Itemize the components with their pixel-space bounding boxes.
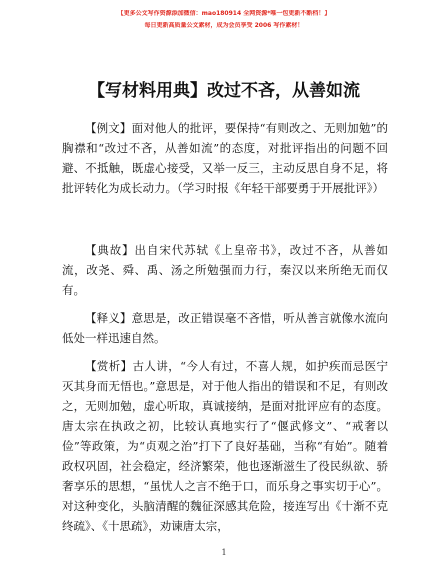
paragraph-text: 出自宋代苏轼《上皇帝书》，改过不吝，从善如流，改尧、舜、禹、汤之所勉强而力行，秦汉以来所绝无而仅有。 [62,243,389,297]
paragraph-appreciation [62,356,388,536]
paragraph-text: 面对他人的批评，要保持“有则改之、无则加勉”的胸襟和“改过不吝，从善如流”的态度，对批评指出的问题不回避、不抵触，既虚心接受，又举一反三，主动反思自身不足，将批评转化为成长动力。（学习时报《年轻干部要勇于开展批评》） [62,121,388,195]
document-title: 【写材料用典】改过不吝，从善如流 [88,81,360,101]
paragraph-tag: 【典故】 [85,243,135,257]
paragraph-text: 意思是，改正错误毫不吝惜，听从善言就像水流向低处一样迅速自然。 [62,311,388,345]
paragraph-tag: 【例文】 [85,121,132,135]
page-number: 1 [221,548,227,557]
paragraph-explanation [62,308,388,348]
paragraph-tag: 【释义】 [85,311,132,325]
paragraph-text: 古人讲，“今人有过，不喜人规，如护疾而忌医宁灭其身而无悟也。”意思是，对于他人指出的错误和不足，有则改之，无则加勉，虚心听取，真诚接纳，是面对批评应有的态度。唐太宗在执政之初，比较认真地实行了“偃武修文”、“戒奢以俭”等政策，为“贞观之治”打下了良好基础，当称“有始”。随着政权巩固，社会稳定，经济繁荣，他也逐渐滋生了役民纵欲、骄奢享乐的思想，“虽忧人之言不绝于口，而乐身之事实切于心”。对这种变化，头脑清醒的魏征深感其危险，接连写出《十渐不克终疏》、《十思疏》，劝谏唐太宗， [62,359,388,533]
paragraph-allusion [62,240,388,300]
promo-banner-line-1: 【更多公文写作资源添加微信：mao180914 全网资源*唯一包更新不断档！】 [117,10,331,17]
paragraph-tag: 【赏析】 [85,359,133,373]
promo-banner-line-2: 每日更新高质量公文素材，成为会员享受 2006 写作素材！ [144,22,304,29]
paragraph-example [62,118,388,198]
